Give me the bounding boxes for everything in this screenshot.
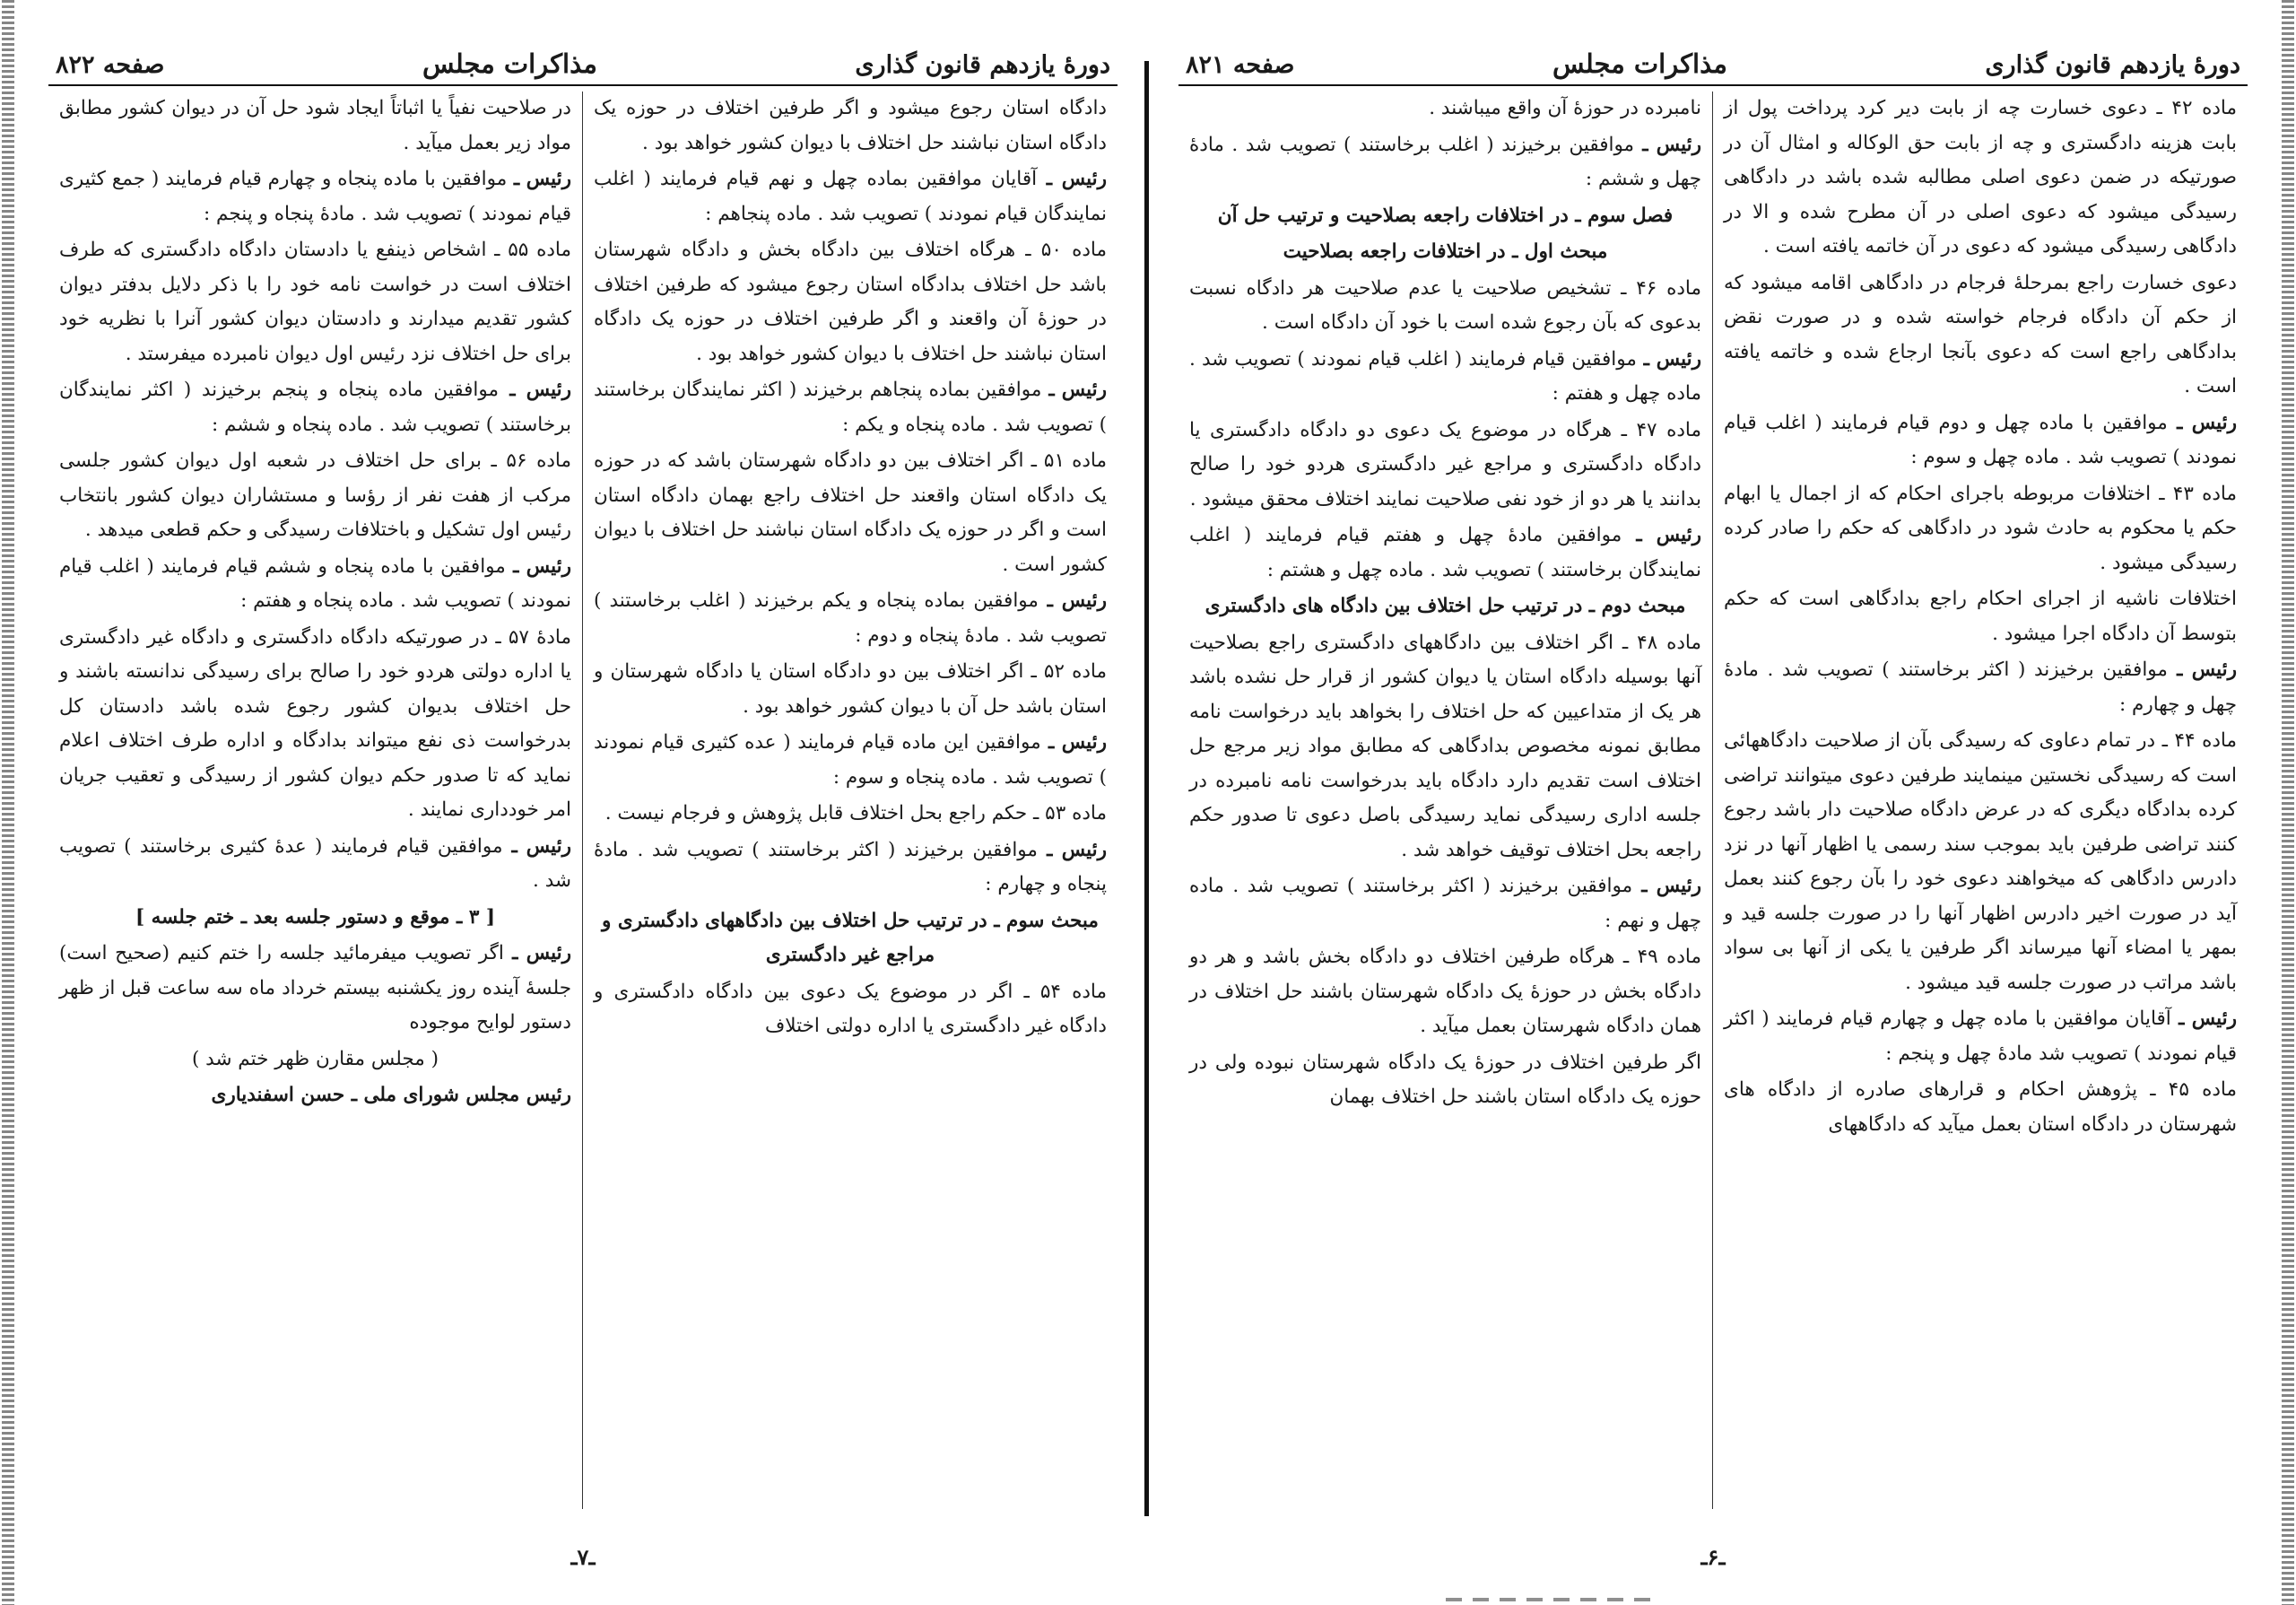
right-page [1166,36,2260,1579]
paragraph-text: موافقین قیام فرمایند ( اغلب قیام نمودند ) تصویب شد . ماده چهل و هفتم : [1189,347,1701,405]
speaker-label: رئیس ـ [502,834,571,858]
paragraph-text: ماده ۵۲ ـ اگر اختلاف بین دو دادگاه استان یا دادگاه شهرستان و استان باشد حل آن با دیوان کشور خواهد بود . [594,660,1107,718]
left-page-column-2 [48,92,583,1509]
paragraph [59,233,571,371]
paragraph-text: موافقین برخیزند ( اکثر برخاستند ) تصویب شد . مادهٔ چهل و چهارم : [1724,659,2237,716]
paragraph-text: ( مجلس مقارن ظهر ختم شد ) [191,1047,439,1070]
paragraph-text: دادگاه استان رجوع میشود و اگر طرفین اختلاف در حوزه یک دادگاه استان نباشند حل اختلاف با دیوان کشور خواهد بود . [594,97,1107,154]
paragraph [59,621,571,828]
paragraph [594,975,1107,1044]
left-page-footer: ـ۷ـ [570,1544,596,1570]
paragraph-text: موافقین با ماده پنجاه و ششم قیام فرمایند ( اغلب قیام نمودند ) تصویب شد . ماده پنجاه و هفتم : [59,554,571,612]
paragraph-text: موافقین این ماده قیام فرمایند ( عده کثیری قیام نمودند ) تصویب شد . ماده پنجاه و سوم : [594,731,1107,789]
section-heading [1189,235,1701,270]
speaker-label: رئیس ـ [2170,1007,2237,1030]
paragraph-text: مبحث سوم ـ در ترتیب حل اختلاف بین دادگاههای دادگستری و مراجع غیر دادگستری [602,909,1099,966]
speaker-paragraph [1724,1002,2237,1071]
section-heading [1189,589,1701,624]
speaker-label: رئیس ـ [1037,838,1107,861]
paragraph-text: ماده ۴۷ ـ هرگاه در موضوع یک دعوی دو دادگاه دادگستری یا دادگاه دادگستری و مراجع غیر دادگستری هردو خود را صالح بدانند یا هر دو از خود نفی صلاحیت نمایند اختلاف محقق میشود . [1189,418,1701,510]
paragraph-text: ماده ۵۳ ـ حکم راجع بحل اختلاف قابل پژوهش و فرجام نیست . [604,802,1107,824]
paragraph [1189,272,1701,341]
speaker-label: رئیس ـ [1634,133,1701,156]
left-page-column-1 [583,92,1118,1509]
right-page-footer: ـ۶ـ [1700,1544,1726,1570]
paragraph-text: موافقین برخیزند ( اغلب برخاستند ) تصویب شد . مادهٔ چهل و ششم : [1189,133,1701,190]
right-page-columns [1178,92,2248,1509]
paragraph-text: ماده ۴۲ ـ دعوی خسارت چه از بابت دیر کرد پرداخت پول از بابت هزینه دادگستری و چه از بابت حق الوکاله و امثال آن در صورتیکه در ضمن دعوی اصلی مطالبه شده باشد در دادگاهی رسیدگی میشود که دعوی اصلی در آن مطرح شده و الا در دادگاهی رسیدگی میشود که دعوی در آن خاتمه یافته است . [1724,97,2237,257]
right-header-page-number: صفحه ۸۲۱ [1186,51,1295,79]
paragraph-text: ماده ۵۱ ـ اگر اختلاف بین دو دادگاه شهرستان باشد که در حوزه یک دادگاه استان واقعند حل اختلاف راجع بهمان دادگاه استان است و اگر در حوزه یک دادگاه استان نباشند حل اختلاف با دیوان کشور است . [594,449,1107,576]
paragraph-text: موافقین برخیزند ( اکثر برخاستند ) تصویب شد . مادهٔ پنجاه و چهارم : [594,838,1107,895]
paragraph [1189,626,1701,868]
paragraph-text: مادهٔ ۵۷ ـ در صورتیکه دادگاه دادگستری و دادگاه غیر دادگستری یا اداره دولتی هردو خود را صالح برای رسیدگی ندانسته باشند و حل اختلاف بدیوان کشور رجوع شده باشد دادستان کل بدرخواست ذی نفع میتواند بدادگاه و اداره طرف اختلاف اعلام نماید که تا صدور حکم دیوان کشور از رسیدگی و تعقیب جریان امر خودداری نمایند . [59,625,571,821]
speaker-label: رئیس ـ [505,554,571,578]
paragraph-text: ماده ۴۳ ـ اختلافات مربوطه باجرای احکام که از اجمال یا ابهام حکم یا محکوم به حادث شود در دادگاهی که حکم را صادر کرده رسیدگی میشود . [1724,482,2237,574]
right-page-header [1178,36,2248,86]
speaker-label: رئیس ـ [1038,589,1107,612]
paragraph-text: موافقین برخیزند ( اکثر برخاستند ) تصویب شد . ماده چهل و نهم : [1189,875,1701,932]
speaker-paragraph [59,550,571,619]
speaker-paragraph [1189,869,1701,938]
paragraph-text: ماده ۴۵ ـ پژوهش احکام و قرارهای صادره از دادگاه های شهرستان در دادگاه استان بعمل میآید که دادگاههای [1724,1078,2237,1136]
paragraph [1724,92,2237,265]
section-heading [1189,199,1701,234]
paragraph-text: ماده ۵۵ ـ اشخاص ذینفع یا دادستان دادگاه دادگستری که طرف اختلاف است در خواست نامه خود را با ذکر دلایل بدفتر دیوان کشور تقدیم میدارند و دادستان دیوان کشور آنرا با نظریه خود برای حل اختلاف نزد رئیس اول دیوان نامبرده میفرستد . [59,239,571,365]
paragraph-text: آقایان موافقین با ماده چهل و چهارم قیام فرمایند ( اکثر قیام نمودند ) تصویب شد مادهٔ چهل و پنجم : [1724,1007,2237,1065]
paragraph-text: ماده ۵۰ ـ هرگاه اختلاف بین دادگاه بخش و دادگاه شهرستان باشد حل اختلاف بدادگاه استان رجوع میشود که طرفین اختلاف در حوزهٔ آن واقعند و اگر طرفین اختلاف در حوزه یک دادگاه استان نباشند حل اختلاف با دیوان کشور خواهد بود . [594,239,1107,365]
paragraph [59,1042,571,1077]
right-page-column-1 [1713,92,2248,1509]
speaker-paragraph [594,373,1107,442]
paragraph-text: موافقین بماده پنجاهم برخیزند ( اکثر نمایندگان برخاستند ) تصویب شد . ماده پنجاه و یکم : [594,379,1107,436]
right-page-column-2 [1178,92,1713,1509]
right-header-title: مذاکرات مجلس [1552,48,1727,79]
speaker-label: رئیس ـ [507,168,571,190]
right-header-session: دورهٔ یازدهم قانون گذاری [1985,51,2240,79]
paragraph-text: موافقین بماده پنجاه و یکم برخیزند ( اغلب برخاستند ) تصویب شد . مادهٔ پنجاه و دوم : [594,589,1107,647]
paragraph-text: نامبرده در حوزهٔ آن واقع میباشند . [1429,97,1701,119]
section-heading [594,904,1107,973]
paragraph-text: رئیس مجلس شورای ملی ـ حسن اسفندیاری [211,1084,571,1106]
paragraph [1724,1073,2237,1142]
paragraph-text: ماده ۴۸ ـ اگر اختلاف بین دادگاههای دادگستری راجع بصلاحیت آنها بوسیله دادگاه استان یا دیوان کشور از قرار حل نشده باشد هر یک از متداعیین که حل اختلاف را بخواهد باید درخواست نامه مطابق نمونه مخصوص بدادگاهی که مطابق مواد زیر مرجع حل اختلاف است تقدیم دارد دادگاه باید بدرخواست نامه نامبرده در جلسه اداری رسیدگی نماید رسیدگی باصل دعوی تا صدور حکم راجعه بحل اختلاف توقیف خواهد شد . [1189,631,1701,861]
speaker-paragraph [1724,406,2237,475]
paragraph [1189,414,1701,518]
paragraph-text: موافقین با ماده چهل و دوم قیام فرمایند ( اغلب قیام نمودند ) تصویب شد . ماده چهل و سوم : [1724,411,2237,468]
paragraph [1724,477,2237,581]
page-spread [36,36,2260,1579]
speaker-paragraph [594,584,1107,653]
paragraph-text: اگر طرفین اختلاف در حوزهٔ یک دادگاه شهرستان نبوده ولی در حوزه یک دادگاه استان باشند حل اختلاف بهمان [1189,1051,1701,1108]
paragraph [59,444,571,548]
paragraph-text: اگر تصویب میفرمائید جلسه را ختم کنیم (صحیح است) جلسهٔ آینده روز یکشنبه بیستم خرداد ماه سه ساعت قبل از ظهر دستور لوایح موجوده [59,942,571,1034]
speaker-label: رئیس ـ [2167,659,2237,681]
paragraph-text: موافقین مادهٔ چهل و هفتم قیام فرمایند ( اغلب نمایندگان برخاستند ) تصویب شد . ماده چهل و هشتم : [1189,524,1701,581]
speaker-paragraph [59,937,571,1041]
left-page-header [48,36,1118,86]
paragraph-text: ماده ۴۴ ـ در تمام دعاوی که رسیدگی بآن از صلاحیت دادگاههائی است که رسیدگی نخستین مینمایند طرفین دعوی میتوانند تراضی کرده بدادگاه دیگری که در عرض دادگاه صلاحیت دار باشد رجوع کنند تراضی طرفین باید بموجب سند رسمی یا اظهار آنها در نزد دادرس دادگاهی که میخواهند دعوی خود را بآن رجوع کنند بعمل آید در صورت اخیر دادرس اظهار آنها را در صورت جلسه قید و بمهر یا امضاء آنها میرساند اگر طرفین یا یکی از آنها بی سواد باشد مراتب در صورت جلسه قید میشود . [1724,729,2237,994]
scan-edge-left [2,0,14,1605]
speaker-paragraph [59,373,571,442]
left-page-columns [48,92,1118,1509]
paragraph [1189,940,1701,1044]
speaker-label: رئیس ـ [1636,347,1701,371]
left-page [36,36,1130,1579]
paragraph [1724,266,2237,405]
speaker-label: رئیس ـ [1622,524,1701,546]
left-header-page-number: صفحه ۸۲۲ [56,51,165,79]
paragraph-text: ماده ۵۴ ـ اگر در موضوع یک دعوی بین دادگاه دادگستری و دادگاه غیر دادگستری یا اداره دولتی اختلاف [594,980,1107,1037]
paragraph [594,655,1107,724]
paragraph-text: دعوی خسارت راجع بمرحلهٔ فرجام در دادگاهی اقامه میشود که از حکم آن دادگاه فرجام خواسته شده و در صورت نقض بدادگاهی راجع است که دعوی بآنجا ارجاع شده و خاتمه یافته است . [1724,271,2237,397]
paragraph-text: فصل سوم ـ در اختلافات راجعه بصلاحیت و ترتیب حل آن [1217,204,1674,227]
paragraph [594,233,1107,371]
paragraph-text: مبحث اول ـ در اختلافات راجعه بصلاحیت [1283,240,1608,263]
paragraph-text: ماده ۴۹ ـ هرگاه طرفین اختلاف دو دادگاه بخش باشد و هر دو دادگاه بخش در حوزهٔ یک دادگاه شهرستان باشند حل اختلاف در همان دادگاه شهرستان بعمل میآید . [1189,946,1701,1037]
paragraph-text: موافقین ماده پنجاه و پنجم برخیزند ( اکثر نمایندگان برخاستند ) تصویب شد . ماده پنجاه و ششم : [59,379,571,436]
paragraph [594,797,1107,832]
paragraph [1189,92,1701,126]
section-heading [59,901,571,936]
speaker-paragraph [59,830,571,899]
speaker-paragraph [1189,128,1701,197]
speaker-label: رئیس ـ [2167,411,2237,434]
speaker-paragraph [594,726,1107,795]
speaker-paragraph [1189,343,1701,412]
speaker-label: رئیس ـ [1037,168,1107,190]
center-gutter [1130,36,1166,1579]
paragraph [594,444,1107,582]
paragraph [1724,582,2237,651]
paragraph [1724,724,2237,1000]
scan-footer-marks [1435,1598,1650,1601]
scan-edge-right [2282,0,2294,1605]
paragraph [594,92,1107,161]
speaker-paragraph [594,833,1107,903]
speaker-paragraph [59,162,571,231]
speaker-label: رئیس ـ [499,379,571,401]
paragraph-text: [ ۳ ـ موقع و دستور جلسه بعد ـ ختم جلسه ] [135,905,496,929]
speaker-label: رئیس ـ [1632,875,1701,897]
speaker-paragraph [1724,653,2237,722]
paragraph-text: اختلافات ناشیه از اجرای احکام راجع بدادگاهی است که حکم بتوسط آن دادگاه اجرا میشود . [1724,588,2237,645]
left-header-session: دورهٔ یازدهم قانون گذاری [855,51,1110,79]
paragraph-text: ماده ۵۶ ـ برای حل اختلاف در شعبه اول دیوان کشور جلسی مرکب از هفت نفر از رؤسا و مستشاران دیوان کشور بانتخاب رئیس اول تشکیل و باختلافات رسیدگی و حکم قطعی میدهد . [59,449,572,541]
paragraph-text: در صلاحیت نفیاً یا اثباتاً ایجاد شود حل آن در دیوان کشور مطابق مواد زیر بعمل میآید . [59,97,571,154]
speaker-label: رئیس ـ [1041,379,1107,401]
paragraph-text: ماده ۴۶ ـ تشخیص صلاحیت یا عدم صلاحیت هر دادگاه نسبت بدعوی که بآن رجوع شده است با خود آن دادگاه است . [1189,276,1701,334]
paragraph-text: مبحث دوم ـ در ترتیب حل اختلاف بین دادگاه های دادگستری [1205,595,1686,617]
paragraph-text: موافقین با ماده پنجاه و چهارم قیام فرمایند ( جمع کثیری قیام نمودند ) تصویب شد . مادهٔ پنجاه و پنجم : [59,168,571,225]
paragraph [59,92,571,161]
paragraph-text: موافقین قیام فرمایند ( عدهٔ کثیری برخاستند ) تصویب شد . [59,834,571,892]
speaker-label: رئیس ـ [503,942,571,964]
paragraph-text: آقایان موافقین بماده چهل و نهم قیام فرمایند ( اغلب نمایندگان قیام نمودند ) تصویب شد . ماده پنجاهم : [594,168,1107,225]
paragraph [59,1078,571,1113]
speaker-paragraph [1189,519,1701,588]
left-header-title: مذاکرات مجلس [422,48,597,79]
speaker-paragraph [594,162,1107,231]
speaker-label: رئیس ـ [1040,731,1107,754]
paragraph [1189,1046,1701,1115]
